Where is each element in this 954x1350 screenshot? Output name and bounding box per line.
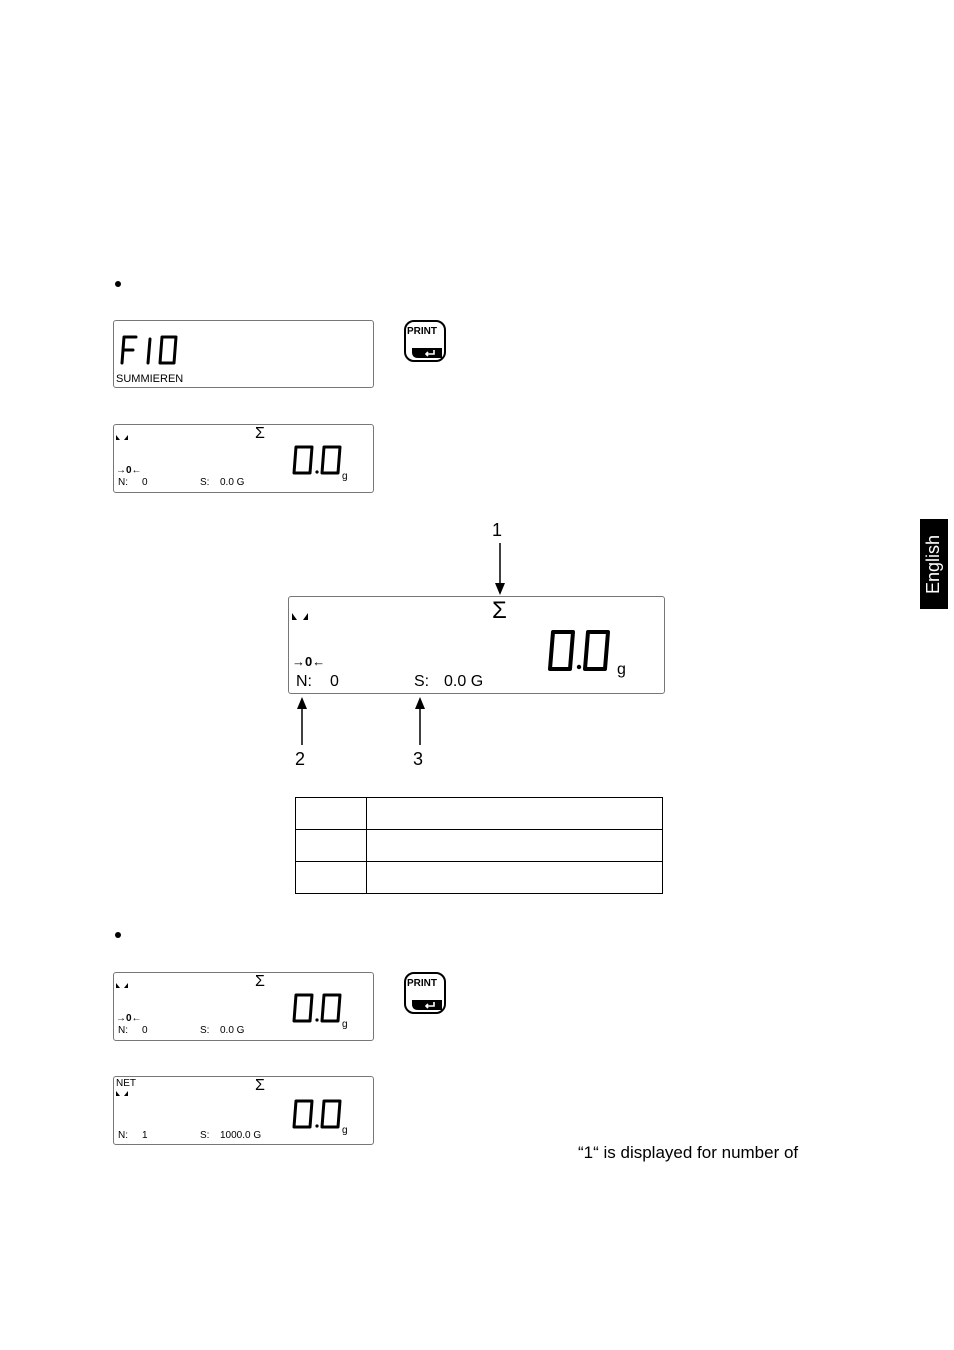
- arrow-down-icon: [490, 543, 510, 595]
- s-value: 0.0 G: [220, 477, 245, 488]
- table-cell: [367, 830, 663, 862]
- n-label: N:: [118, 477, 128, 488]
- n-value: 0: [330, 673, 339, 690]
- table-cell: [296, 830, 367, 862]
- net-indicator: NET: [116, 1078, 136, 1089]
- sigma-icon: Σ: [255, 973, 265, 990]
- s-label: S:: [200, 1130, 210, 1141]
- language-tab[interactable]: [920, 519, 948, 609]
- print-key[interactable]: [404, 972, 446, 1014]
- language-tab-label: English: [923, 534, 944, 594]
- table-row: [296, 862, 663, 894]
- arrow-up-icon: [292, 697, 312, 745]
- zero-indicator: →0←: [292, 654, 326, 669]
- n-value: 0: [142, 477, 148, 488]
- arrow-up-icon: [410, 697, 430, 745]
- callout-1: 1: [492, 520, 503, 540]
- stability-icon: [116, 1091, 128, 1097]
- lcd-display-net: [113, 1076, 374, 1145]
- bullet: [115, 932, 121, 938]
- s-label: S:: [414, 673, 430, 690]
- unit-label: g: [617, 661, 626, 678]
- print-key-label: PRINT: [407, 326, 437, 337]
- display-mode-label: SUMMIEREN: [116, 373, 184, 385]
- s-value: 1000.0 G: [220, 1130, 262, 1141]
- bullet: [115, 281, 121, 287]
- print-key-label: PRINT: [407, 978, 437, 989]
- lcd-display-zero: [113, 424, 374, 493]
- stability-icon: [292, 613, 308, 621]
- n-label: N:: [118, 1025, 128, 1036]
- unit-label: g: [342, 1125, 348, 1136]
- sigma-icon: Σ: [255, 1077, 265, 1094]
- sigma-icon: Σ: [492, 597, 507, 624]
- callout-3: 3: [413, 749, 424, 769]
- table-cell: [367, 798, 663, 830]
- unit-label: g: [342, 471, 348, 482]
- zero-indicator: →0←: [116, 465, 142, 476]
- legend-table: [295, 797, 663, 894]
- table-row: [296, 830, 663, 862]
- print-key[interactable]: [404, 320, 446, 362]
- stability-icon: [116, 435, 128, 441]
- s-value: 0.0 G: [220, 1025, 245, 1036]
- segment-code-f10: [120, 335, 190, 365]
- note-text: “1“ is displayed for number of: [578, 1143, 799, 1162]
- weight-segments: [548, 629, 620, 673]
- lcd-display-zero-2: [113, 972, 374, 1041]
- n-value: 0: [142, 1025, 148, 1036]
- n-label: N:: [118, 1130, 128, 1141]
- table-row: [296, 798, 663, 830]
- sigma-icon: Σ: [255, 425, 265, 442]
- table-cell: [296, 798, 367, 830]
- lcd-display-large: [288, 596, 665, 694]
- lcd-display-f10: [113, 320, 374, 388]
- unit-label: g: [342, 1019, 348, 1030]
- n-label: N:: [296, 673, 312, 690]
- table-cell: [296, 862, 367, 894]
- zero-indicator: →0←: [116, 1013, 142, 1024]
- callout-2: 2: [295, 749, 306, 769]
- table-cell: [367, 862, 663, 894]
- s-label: S:: [200, 1025, 210, 1036]
- s-value: 0.0 G: [444, 673, 484, 690]
- n-value: 1: [142, 1130, 148, 1141]
- s-label: S:: [200, 477, 210, 488]
- stability-icon: [116, 983, 128, 989]
